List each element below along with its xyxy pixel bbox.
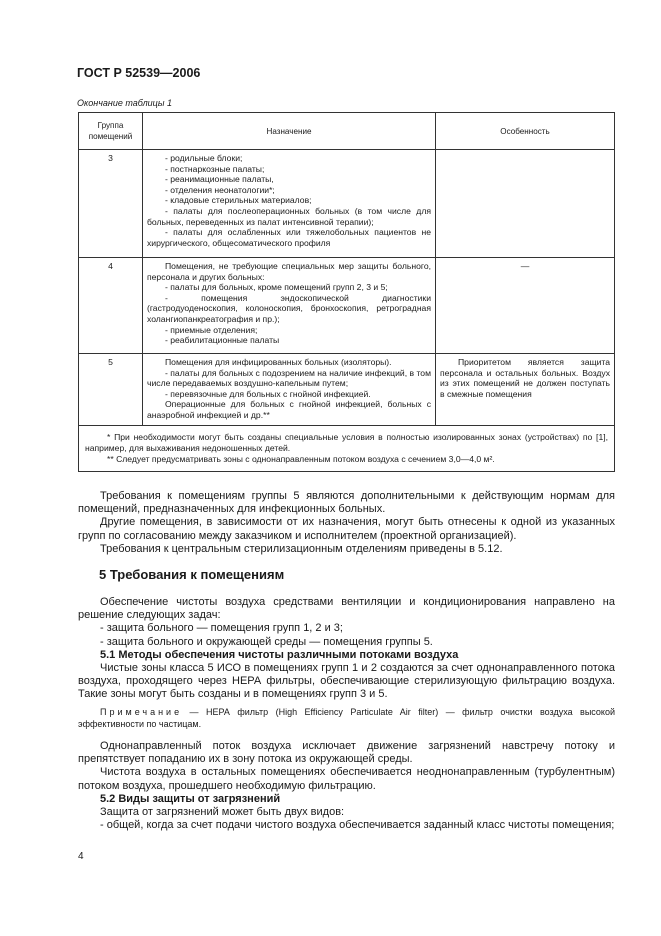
note-text: — НЕРА фильтр (High Efficiency Particulate Air filter) — фильтр очистки воздуха высокой эффективности по частицам. <box>78 707 615 729</box>
feature-cell: Приоритетом является защита персонала и остальных больных. Воздух из этих помещений не должен поступать в смежные помещения <box>436 354 615 426</box>
purpose-line: Помещения, не требующие специальных мер защиты больного, персонала и других больных: <box>147 261 431 282</box>
rooms-table <box>78 112 615 472</box>
purpose-line: Операционные для больных с гнойной инфекцией, больных с анаэробной инфекцией и др.** <box>147 399 431 420</box>
column-header-purpose: Назначение <box>143 113 436 150</box>
group-cell: 3 <box>79 150 143 258</box>
paragraph: Обеспечение чистоты воздуха средствами вентиляции и кондиционирования направлено на решение следующих задач: <box>78 596 615 622</box>
note-label: Примечание <box>100 707 183 717</box>
section-title: 5 Требования к помещениям <box>99 567 285 582</box>
footnote-row <box>79 426 615 472</box>
task-item: - защита больного — помещения групп 1, 2 и 3; <box>100 622 343 635</box>
table-row <box>79 150 615 258</box>
purpose-line: - отделения неонатологии*; <box>165 184 275 195</box>
purpose-line: - реанимационные палаты, <box>165 174 274 185</box>
table-continuation-label: Окончание таблицы 1 <box>77 98 172 108</box>
paragraph: Требования к помещениям группы 5 являются дополнительными к действующим нормам для помещений, предназначенных для инфекционных больных. <box>78 490 615 516</box>
table-row <box>79 258 615 354</box>
purpose-line: - палаты для ослабленных или тяжелобольных пациентов не хирургического, общесоматического профиля <box>147 227 431 248</box>
column-header-feature: Особенность <box>436 113 615 150</box>
purpose-cell <box>143 150 436 258</box>
column-header-group: Группа помещений <box>79 113 143 150</box>
purpose-cell <box>143 258 436 354</box>
purpose-line: - палаты для послеоперационных больных (в том числе для больных, переведенных из палат интенсивной терапии); <box>147 205 431 227</box>
page-number: 4 <box>78 851 84 862</box>
table-row <box>79 354 615 426</box>
body-text-top <box>78 490 615 556</box>
purpose-line: - палаты для больных с подозрением на наличие инфекций, в том числе передаваемых воздушно-капельным путем; <box>147 367 431 389</box>
body-text-section5 <box>78 596 615 702</box>
purpose-line: - перевязочные для больных с гнойной инфекцией. <box>165 388 371 399</box>
paragraph: Защита от загрязнений может быть двух видов: <box>100 806 345 819</box>
paragraph: Чистота воздуха в остальных помещениях обеспечивается неоднонаправленным (турбулентным) потоком воздуха, прошедшего необходимую фильтрацию. <box>78 766 615 792</box>
task-item: - защита больного и окружающей среды — помещения группы 5. <box>100 635 433 648</box>
purpose-line: - помещения эндоскопической диагностики (гастродуоденоскопия, колоноскопия, бронхоскопия, ретроградная холангиопанкреатография и пр.); <box>147 292 431 324</box>
feature-cell: — <box>436 258 615 354</box>
purpose-line: - приемные отделения; <box>165 324 258 335</box>
note <box>78 706 615 730</box>
purpose-line: - родильные блоки; <box>165 153 243 163</box>
paragraph: Требования к центральным стерилизационным отделениям приведены в 5.12. <box>100 542 503 555</box>
footnote: * При необходимости могут быть созданы специальные условия в полностью изолированных зонах (устройствах) по [1], например, для выхаживания недоношенных детей. <box>85 432 608 453</box>
purpose-line: - постнаркозные палаты; <box>165 163 265 174</box>
table-header-row <box>79 113 615 150</box>
purpose-line: - кладовые стерильных материалов; <box>165 195 312 206</box>
footnotes-cell <box>79 426 615 472</box>
subsection-title: 5.1 Методы обеспечения чистоты различными потоками воздуха <box>100 648 459 661</box>
purpose-line: - реабилитационные палаты <box>165 335 280 346</box>
group-cell: 4 <box>79 258 143 354</box>
footnote: ** Следует предусматривать зоны с однонаправленным потоком воздуха с сечением 3,0—4,0 м². <box>107 454 495 464</box>
group-cell: 5 <box>79 354 143 426</box>
paragraph: - общей, когда за счет подачи чистого воздуха обеспечивается заданный класс чистоты помещения; <box>100 819 615 832</box>
feature-cell <box>436 150 615 258</box>
subsection-title: 5.2 Виды защиты от загрязнений <box>100 792 281 805</box>
purpose-line: Помещения для инфицированных больных (изоляторы). <box>165 357 392 367</box>
document-id: ГОСТ Р 52539—2006 <box>77 66 201 80</box>
paragraph: Однонаправленный поток воздуха исключает движение загрязнений навстречу потоку и препятствует попаданию их в зону потока из окружающей среды. <box>78 740 615 766</box>
paragraph: Чистые зоны класса 5 ИСО в помещениях групп 1 и 2 создаются за счет однонаправленного потока воздуха, проходящего через НЕРА фильтры, обеспечивающие стерилизующую фильтрацию воздуха. Такие зоны могут быть созданы и в помещениях групп 3 и 5. <box>78 662 615 701</box>
paragraph: Другие помещения, в зависимости от их назначения, могут быть отнесены к одной из указанных групп по согласованию между заказчиком и исполнителем (проектной организацией). <box>78 516 615 542</box>
purpose-cell <box>143 354 436 426</box>
purpose-line: - палаты для больных, кроме помещений групп 2, 3 и 5; <box>165 282 388 293</box>
body-text-bottom <box>78 740 615 832</box>
